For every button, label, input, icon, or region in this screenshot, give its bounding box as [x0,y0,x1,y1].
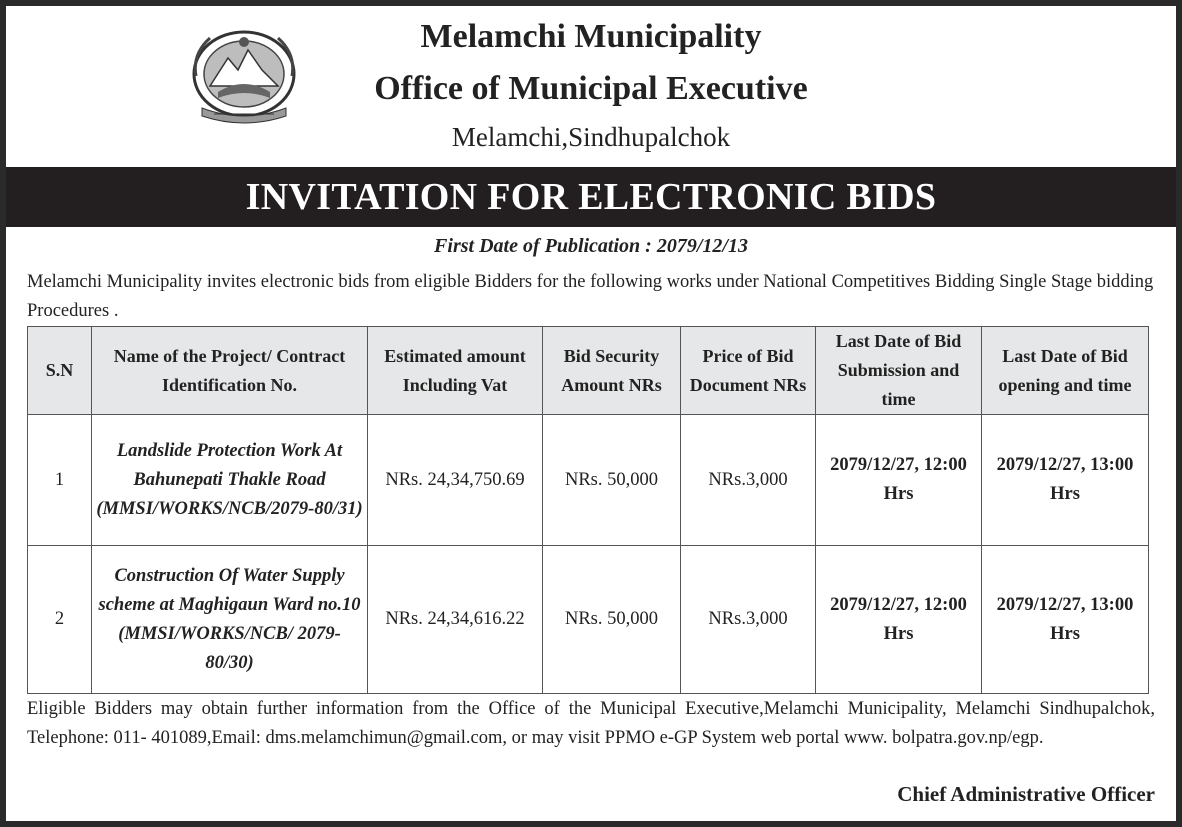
header-project: Name of the Project/ Contract Identification No. [92,327,368,415]
header-security: Bid Security Amount NRs [543,327,681,415]
cell-project: Construction Of Water Supply scheme at Maghigaun Ward no.10 (MMSI/WORKS/NCB/ 2079-80/30) [92,546,368,694]
intro-paragraph: Melamchi Municipality invites electronic bids from eligible Bidders for the following works under National Competitives Bidding Single Stage bidding Procedures . [27,272,1154,321]
publication-date: First Date of Publication : 2079/12/13 [434,235,748,257]
cell-opening: 2079/12/27, 13:00 Hrs [982,415,1149,546]
cell-security: NRs. 50,000 [543,546,681,694]
cell-submission: 2079/12/27, 12:00 Hrs [816,415,982,546]
cell-sn: 2 [28,546,92,694]
header-estimate: Estimated amount Including Vat [368,327,543,415]
office-location: Melamchi,Sindhupalchok [451,122,731,152]
cell-estimate: NRs. 24,34,750.69 [368,415,543,546]
signer-title: Chief Administrative Officer [897,782,1155,806]
table-header-row [28,327,1149,415]
notice-banner-title: INVITATION FOR ELECTRONIC BIDS [6,167,1176,227]
cell-security: NRs. 50,000 [543,415,681,546]
table-row [28,546,1149,694]
cell-submission: 2079/12/27, 12:00 Hrs [816,546,982,694]
header-price: Price of Bid Document NRs [681,327,816,415]
cell-price: NRs.3,000 [681,415,816,546]
office-name: Office of Municipal Executive [374,70,808,107]
header-sn: S.N [28,327,92,415]
bids-table [27,326,1149,694]
notice-header [6,6,1176,166]
header-opening: Last Date of Bid opening and time [982,327,1149,415]
header-submission: Last Date of Bid Submission and time [816,327,982,415]
cell-project: Landslide Protection Work At Bahunepati Thakle Road (MMSI/WORKS/NCB/2079-80/31) [92,415,368,546]
footer-paragraph: Eligible Bidders may obtain further information from the Office of the Municipal Executive,Melamchi Municipality, Melamchi Sindhupalchok, Telephone: 011- 401089,Email: dms.melamchimun@gmail.com, or may visit PPMO e-GP System web portal www. bolpatra.gov.np/egp. [27,699,1155,748]
bid-notice [6,6,1176,821]
cell-estimate: NRs. 24,34,616.22 [368,546,543,694]
table-row [28,415,1149,546]
cell-opening: 2079/12/27, 13:00 Hrs [982,546,1149,694]
cell-sn: 1 [28,415,92,546]
municipality-name: Melamchi Municipality [420,18,762,55]
cell-price: NRs.3,000 [681,546,816,694]
